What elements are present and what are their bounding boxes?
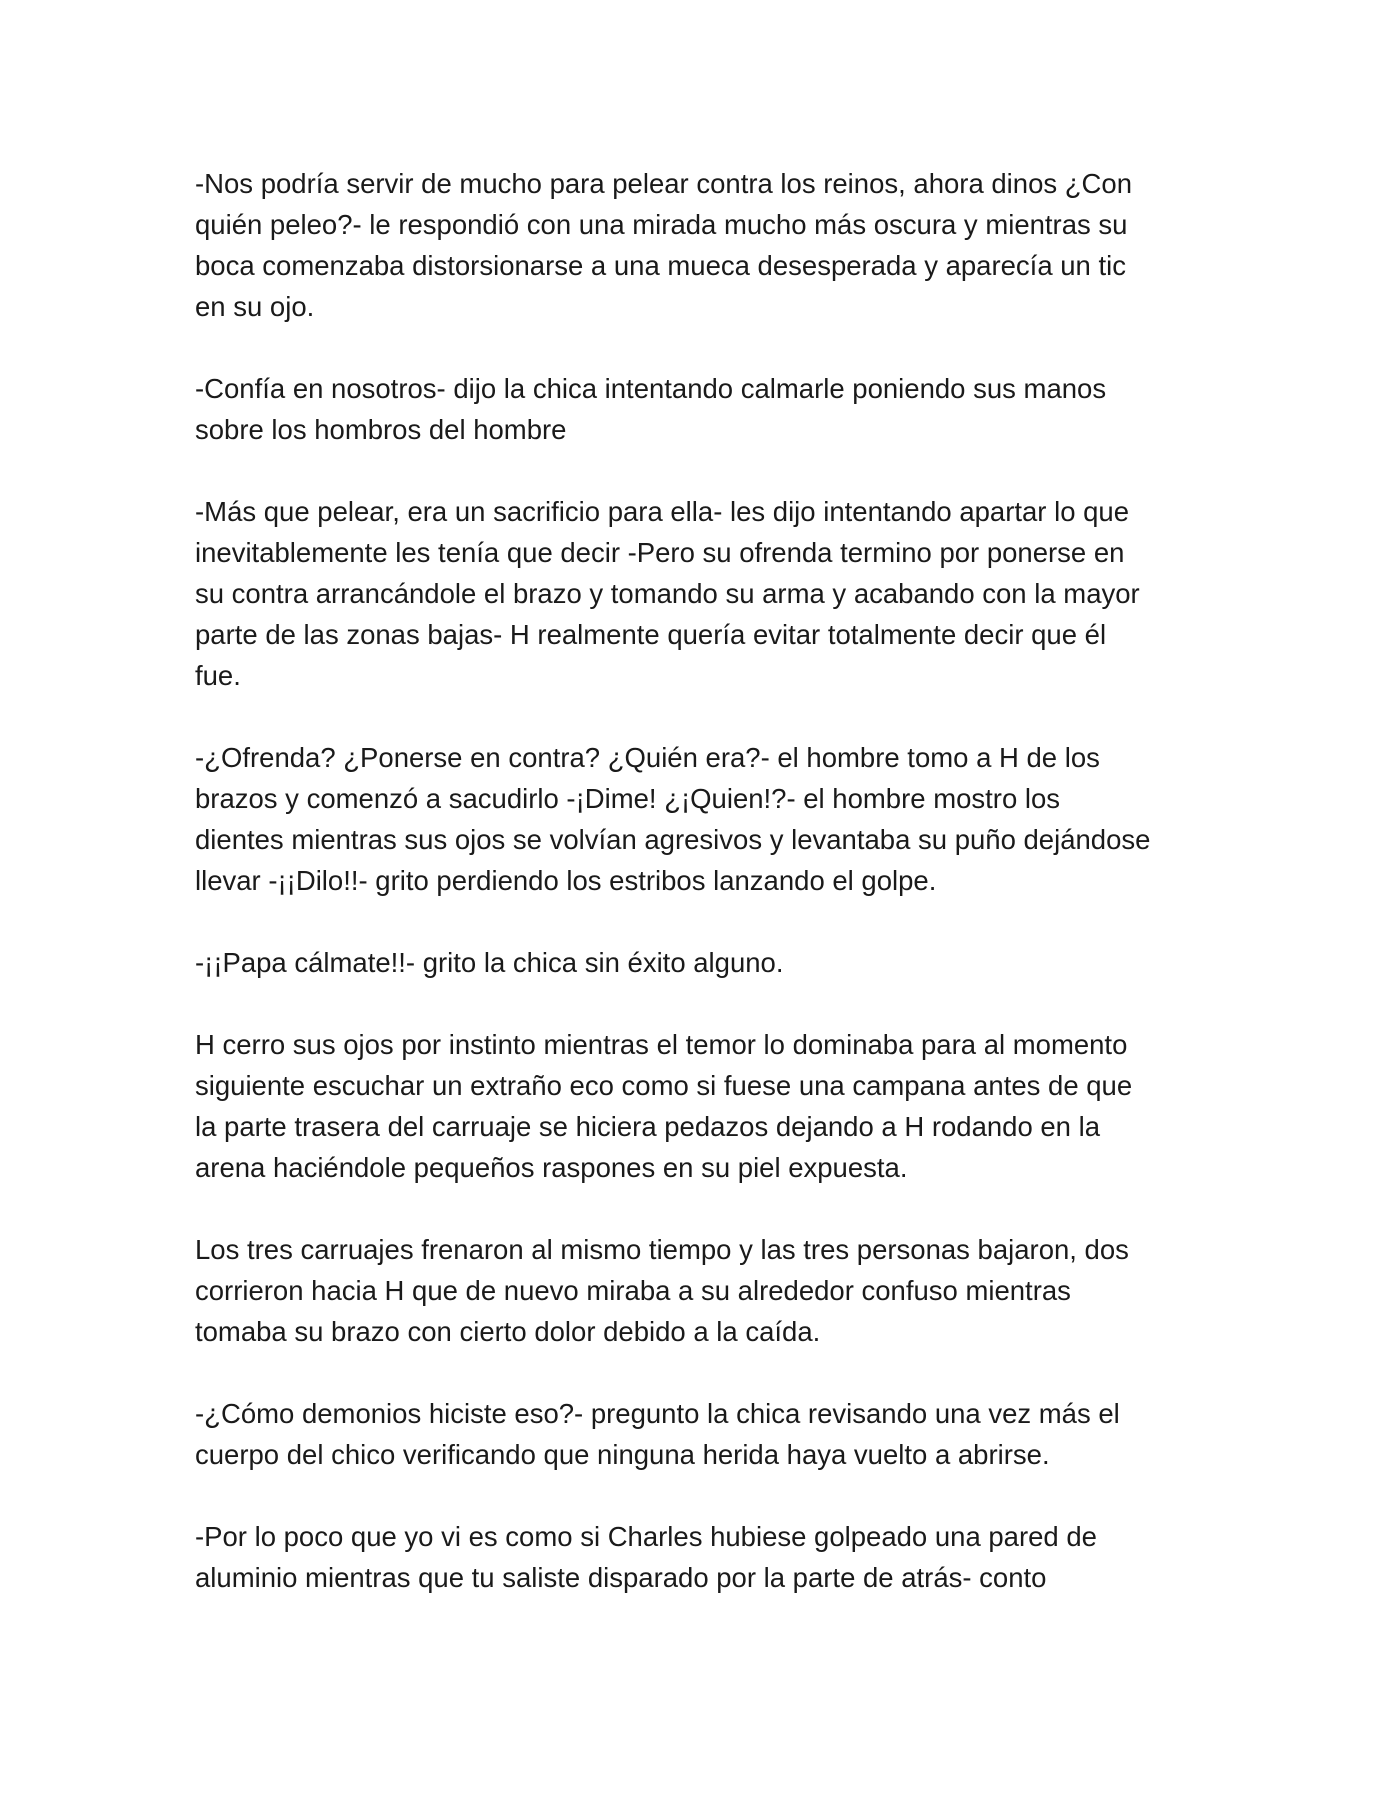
text-line: tomaba su brazo con cierto dolor debido a la caída. xyxy=(195,1316,821,1347)
paragraph xyxy=(195,491,1225,696)
text-line: boca comenzaba distorsionarse a una mueca desesperada y aparecía un tic xyxy=(195,250,1126,281)
text-line: brazos y comenzó a sacudirlo -¡Dime! ¿¡Quien!?- el hombre mostro los xyxy=(195,783,1061,814)
text-line: arena haciéndole pequeños raspones en su piel expuesta. xyxy=(195,1152,908,1183)
paragraph xyxy=(195,1024,1225,1188)
text-line: fue. xyxy=(195,660,241,691)
text-line: corrieron hacia H que de nuevo miraba a su alrededor confuso mientras xyxy=(195,1275,1071,1306)
text-line: -Más que pelear, era un sacrificio para ella- les dijo intentando apartar lo que xyxy=(195,496,1130,527)
text-line: siguiente escuchar un extraño eco como si fuese una campana antes de que xyxy=(195,1070,1133,1101)
paragraph xyxy=(195,163,1225,327)
text-line: -¿Cómo demonios hiciste eso?- pregunto la chica revisando una vez más el xyxy=(195,1398,1120,1429)
text-line: parte de las zonas bajas- H realmente quería evitar totalmente decir que él xyxy=(195,619,1107,650)
text-line: aluminio mientras que tu saliste disparado por la parte de atrás- conto xyxy=(195,1562,1047,1593)
text-line: dientes mientras sus ojos se volvían agresivos y levantaba su puño dejándose xyxy=(195,824,1151,855)
paragraph xyxy=(195,368,1225,450)
text-line: -¡¡Papa cálmate!!- grito la chica sin éxito alguno. xyxy=(195,947,784,978)
text-line: quién peleo?- le respondió con una mirada mucho más oscura y mientras su xyxy=(195,209,1128,240)
text-line: -Por lo poco que yo vi es como si Charles hubiese golpeado una pared de xyxy=(195,1521,1097,1552)
text-line: H cerro sus ojos por instinto mientras el temor lo dominaba para al momento xyxy=(195,1029,1128,1060)
text-line: en su ojo. xyxy=(195,291,315,322)
text-line: llevar -¡¡Dilo!!- grito perdiendo los estribos lanzando el golpe. xyxy=(195,865,937,896)
document-body xyxy=(195,163,1225,1598)
text-line: -Nos podría servir de mucho para pelear contra los reinos, ahora dinos ¿Con xyxy=(195,168,1133,199)
paragraph xyxy=(195,1229,1225,1352)
text-line: Los tres carruajes frenaron al mismo tiempo y las tres personas bajaron, dos xyxy=(195,1234,1129,1265)
text-line: -¿Ofrenda? ¿Ponerse en contra? ¿Quién era?- el hombre tomo a H de los xyxy=(195,742,1100,773)
text-line: su contra arrancándole el brazo y tomando su arma y acabando con la mayor xyxy=(195,578,1140,609)
text-line: cuerpo del chico verificando que ninguna herida haya vuelto a abrirse. xyxy=(195,1439,1050,1470)
paragraph xyxy=(195,942,1225,983)
text-line: la parte trasera del carruaje se hiciera pedazos dejando a H rodando en la xyxy=(195,1111,1101,1142)
paragraph xyxy=(195,1516,1225,1598)
text-line: sobre los hombros del hombre xyxy=(195,414,567,445)
text-line: inevitablemente les tenía que decir -Pero su ofrenda termino por ponerse en xyxy=(195,537,1125,568)
text-line: -Confía en nosotros- dijo la chica intentando calmarle poniendo sus manos xyxy=(195,373,1107,404)
paragraph xyxy=(195,737,1225,901)
paragraph xyxy=(195,1393,1225,1475)
